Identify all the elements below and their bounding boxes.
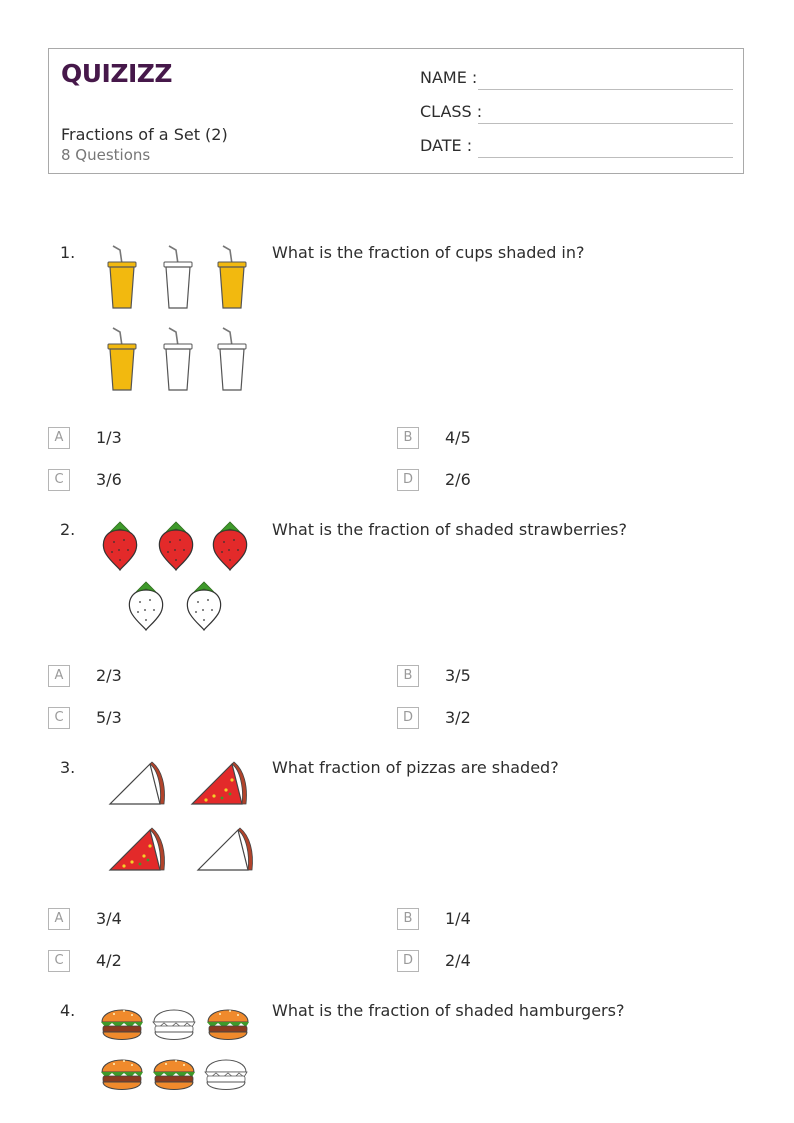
q2-option-a-text: 2/3 (96, 666, 122, 685)
question-4-number: 4. (60, 1001, 76, 1020)
question-2-number: 2. (60, 520, 76, 539)
strawberries-image (98, 518, 258, 634)
pizza-slice-icon (192, 762, 247, 804)
hamburger-icon (153, 1060, 195, 1090)
question-2-text: What is the fraction of shaded strawberries? (272, 520, 627, 539)
q2-option-c-text: 5/3 (96, 708, 122, 727)
question-3-text: What fraction of pizzas are shaded? (272, 758, 559, 777)
worksheet-header (48, 48, 744, 174)
q1-option-d-box[interactable]: D (397, 469, 419, 491)
pizza-slice-icon (110, 828, 165, 870)
q1-option-b-text: 4/5 (445, 428, 471, 447)
cup-icon (108, 328, 136, 390)
q3-option-d-box[interactable]: D (397, 950, 419, 972)
q3-option-a-text: 3/4 (96, 909, 122, 928)
quizizz-logo: QUIZIZZ (61, 59, 173, 88)
cup-icon (164, 246, 192, 308)
hamburger-icon (207, 1010, 249, 1040)
q2-option-b-box[interactable]: B (397, 665, 419, 687)
q2-option-d-text: 3/2 (445, 708, 471, 727)
question-count: 8 Questions (61, 146, 151, 164)
q1-option-b-box[interactable]: B (397, 427, 419, 449)
date-line[interactable] (478, 157, 733, 158)
question-1-text: What is the fraction of cups shaded in? (272, 243, 585, 262)
hamburger-icon (153, 1010, 195, 1040)
pizzas-image (98, 758, 258, 878)
question-4-text: What is the fraction of shaded hamburgers? (272, 1001, 625, 1020)
q3-option-c-box[interactable]: C (48, 950, 70, 972)
name-label: NAME : (420, 68, 478, 87)
hamburger-icon (101, 1060, 143, 1090)
cup-icon (164, 328, 192, 390)
q2-option-a-box[interactable]: A (48, 665, 70, 687)
q1-option-a-box[interactable]: A (48, 427, 70, 449)
worksheet-title: Fractions of a Set (2) (61, 125, 228, 144)
hamburger-icon (101, 1010, 143, 1040)
question-1-number: 1. (60, 243, 76, 262)
class-label: CLASS : (420, 102, 483, 121)
q3-option-a-box[interactable]: A (48, 908, 70, 930)
q1-option-c-text: 3/6 (96, 470, 122, 489)
name-field[interactable] (420, 68, 733, 90)
name-line[interactable] (478, 89, 733, 90)
date-label: DATE : (420, 136, 473, 155)
strawberry-icon (103, 522, 136, 570)
q1-option-d-text: 2/6 (445, 470, 471, 489)
date-field[interactable] (420, 136, 733, 158)
q2-option-c-box[interactable]: C (48, 707, 70, 729)
q2-option-d-box[interactable]: D (397, 707, 419, 729)
hamburgers-image (98, 1000, 258, 1096)
question-3-number: 3. (60, 758, 76, 777)
strawberry-icon (129, 582, 162, 630)
q3-option-b-text: 1/4 (445, 909, 471, 928)
q3-option-b-box[interactable]: B (397, 908, 419, 930)
q1-option-a-text: 1/3 (96, 428, 122, 447)
strawberry-icon (187, 582, 220, 630)
class-line[interactable] (478, 123, 733, 124)
cups-image (98, 244, 258, 396)
cup-icon (218, 328, 246, 390)
hamburger-icon (205, 1060, 247, 1090)
q3-option-c-text: 4/2 (96, 951, 122, 970)
q3-option-d-text: 2/4 (445, 951, 471, 970)
cup-icon (218, 246, 246, 308)
q2-option-b-text: 3/5 (445, 666, 471, 685)
strawberry-icon (159, 522, 192, 570)
q1-option-c-box[interactable]: C (48, 469, 70, 491)
strawberry-icon (213, 522, 246, 570)
pizza-slice-icon (110, 762, 165, 804)
pizza-slice-icon (198, 828, 253, 870)
cup-icon (108, 246, 136, 308)
class-field[interactable] (420, 102, 733, 124)
